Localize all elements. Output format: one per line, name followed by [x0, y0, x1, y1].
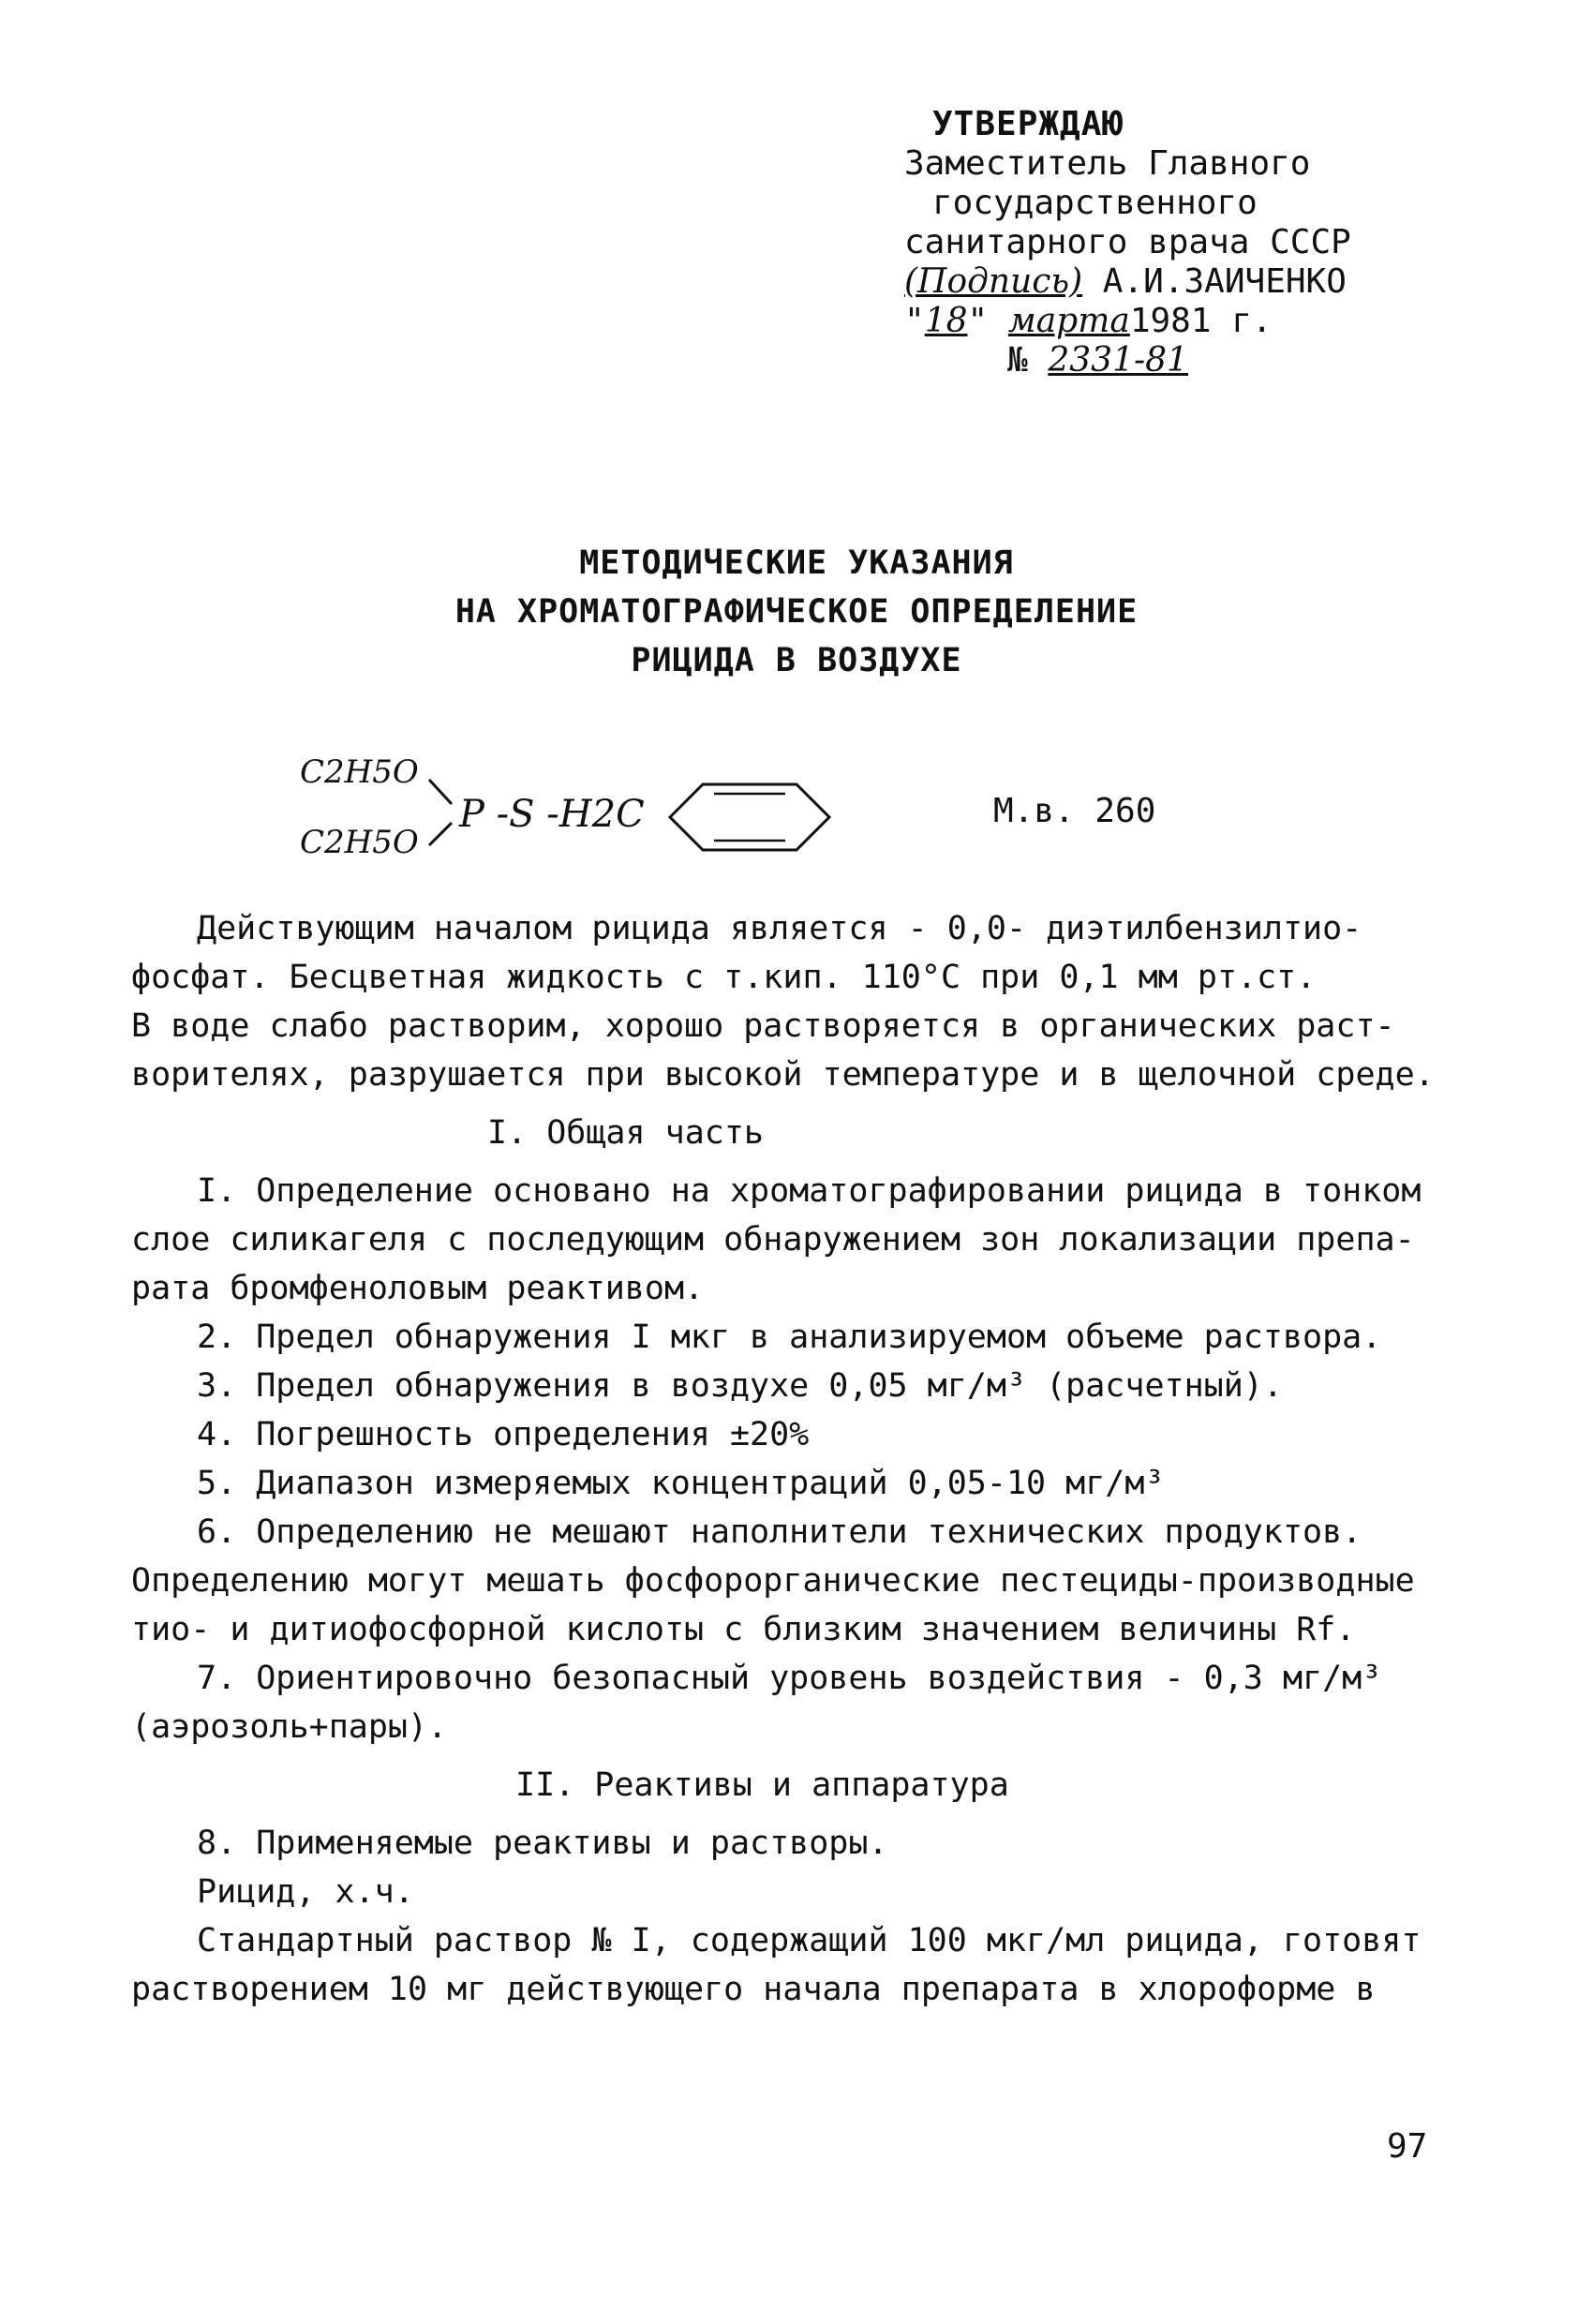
item1-line1: I. Определение основано на хроматографировании рицида в тонком: [197, 1172, 1422, 1210]
section1-heading: I. Общая часть: [487, 1114, 765, 1152]
approval-date: [904, 302, 1392, 341]
section2-heading: II. Реактивы и аппаратура: [515, 1766, 1009, 1804]
date-day: 18: [924, 302, 968, 340]
approval-position-line1: Заместитель Главного: [904, 144, 1311, 183]
item1-line3: рата бромфеноловым реактивом.: [131, 1270, 705, 1307]
bond-top: [429, 780, 452, 804]
approval-position-line2: государственного: [932, 184, 1258, 222]
item6-line3: тио- и дитиофосфорной кислоты с близким значением величины Rf.: [131, 1611, 1356, 1648]
formula-group-bottom: C2H5O: [300, 824, 419, 861]
reagent-line: Рицид, х.ч.: [197, 1873, 414, 1911]
approval-signature-line: [904, 262, 1392, 302]
approval-position-line3: санитарного врача СССР: [904, 223, 1351, 261]
document-title: [375, 539, 1218, 685]
item7-line2: (аэрозоль+пары).: [131, 1708, 448, 1746]
item4: 4. Погрешность определения ±20%: [197, 1416, 810, 1453]
item6-line2: Определению могут мешать фосфорорганические пестециды-производные: [131, 1562, 1415, 1600]
item1-line2: слое силикагеля с последующим обнаружением зон локализации препа-: [131, 1221, 1415, 1259]
date-month: марта: [1007, 302, 1130, 340]
title-line2: НА ХРОМАТОГРАФИЧЕСКОЕ ОПРЕДЕЛЕНИЕ: [454, 593, 1139, 631]
intro-line1: Действующим началом рицида является - 0,0- диэтилбензилтио-: [197, 910, 1362, 947]
std-solution-line2: растворением 10 мг действующего начала препарата в хлороформе в: [131, 1971, 1376, 2008]
item7-line1: 7. Ориентировочно безопасный уровень воздействия - 0,3 мг/м³: [197, 1660, 1382, 1697]
item2: 2. Предел обнаружения I мкг в анализируемом объеме раствора.: [197, 1318, 1382, 1356]
molecular-weight: М.в. 260: [993, 792, 1156, 830]
title-line1: МЕТОДИЧЕСКИЕ УКАЗАНИЯ: [579, 544, 1014, 582]
bond-bottom: [429, 823, 452, 845]
formula-drawing: [290, 740, 871, 881]
formula-chain: P -S -H2C: [459, 793, 645, 836]
date-quote-close: ": [967, 302, 1008, 340]
structural-formula: [290, 740, 871, 881]
item5: 5. Диапазон измеряемых концентраций 0,05-10 мг/м³: [197, 1465, 1165, 1502]
intro-line2: фосфат. Бесцветная жидкость с т.кип. 110°C при 0,1 мм рт.ст.: [131, 959, 1317, 996]
document-body: [131, 904, 1443, 2014]
approver-name: А.И.ЗАИЧЕНКО: [1102, 262, 1347, 301]
page-number: 97: [1387, 2127, 1428, 2166]
date-quote-open: ": [904, 302, 925, 340]
number-value: 2331-81: [1048, 341, 1188, 380]
intro-line3: В воде слабо растворим, хорошо растворяется в органических раст-: [131, 1007, 1395, 1045]
intro-line4: ворителях, разрушается при высокой температуре и в щелочной среде.: [131, 1056, 1435, 1094]
item8: 8. Применяемые реактивы и растворы.: [197, 1825, 888, 1862]
approval-heading: УТВЕРЖДАЮ: [932, 105, 1124, 143]
item6-line1: 6. Определению не мешают наполнители технических продуктов.: [197, 1513, 1362, 1551]
date-year: 1981 г.: [1129, 302, 1273, 340]
handwritten-signature: (Подпись): [904, 262, 1083, 301]
formula-group-top: C2H5O: [300, 753, 419, 791]
approval-block: [904, 105, 1392, 380]
std-solution-line1: Стандартный раствор № I, содержащий 100 мкг/мл рицида, готовят: [197, 1922, 1422, 1959]
item3: 3. Предел обнаружения в воздухе 0,05 мг/м³ (расчетный).: [197, 1367, 1283, 1405]
approval-number: [904, 341, 1392, 380]
number-sign: №: [1007, 341, 1028, 380]
title-line3: РИЦИДА В ВОЗДУХЕ: [631, 642, 962, 679]
